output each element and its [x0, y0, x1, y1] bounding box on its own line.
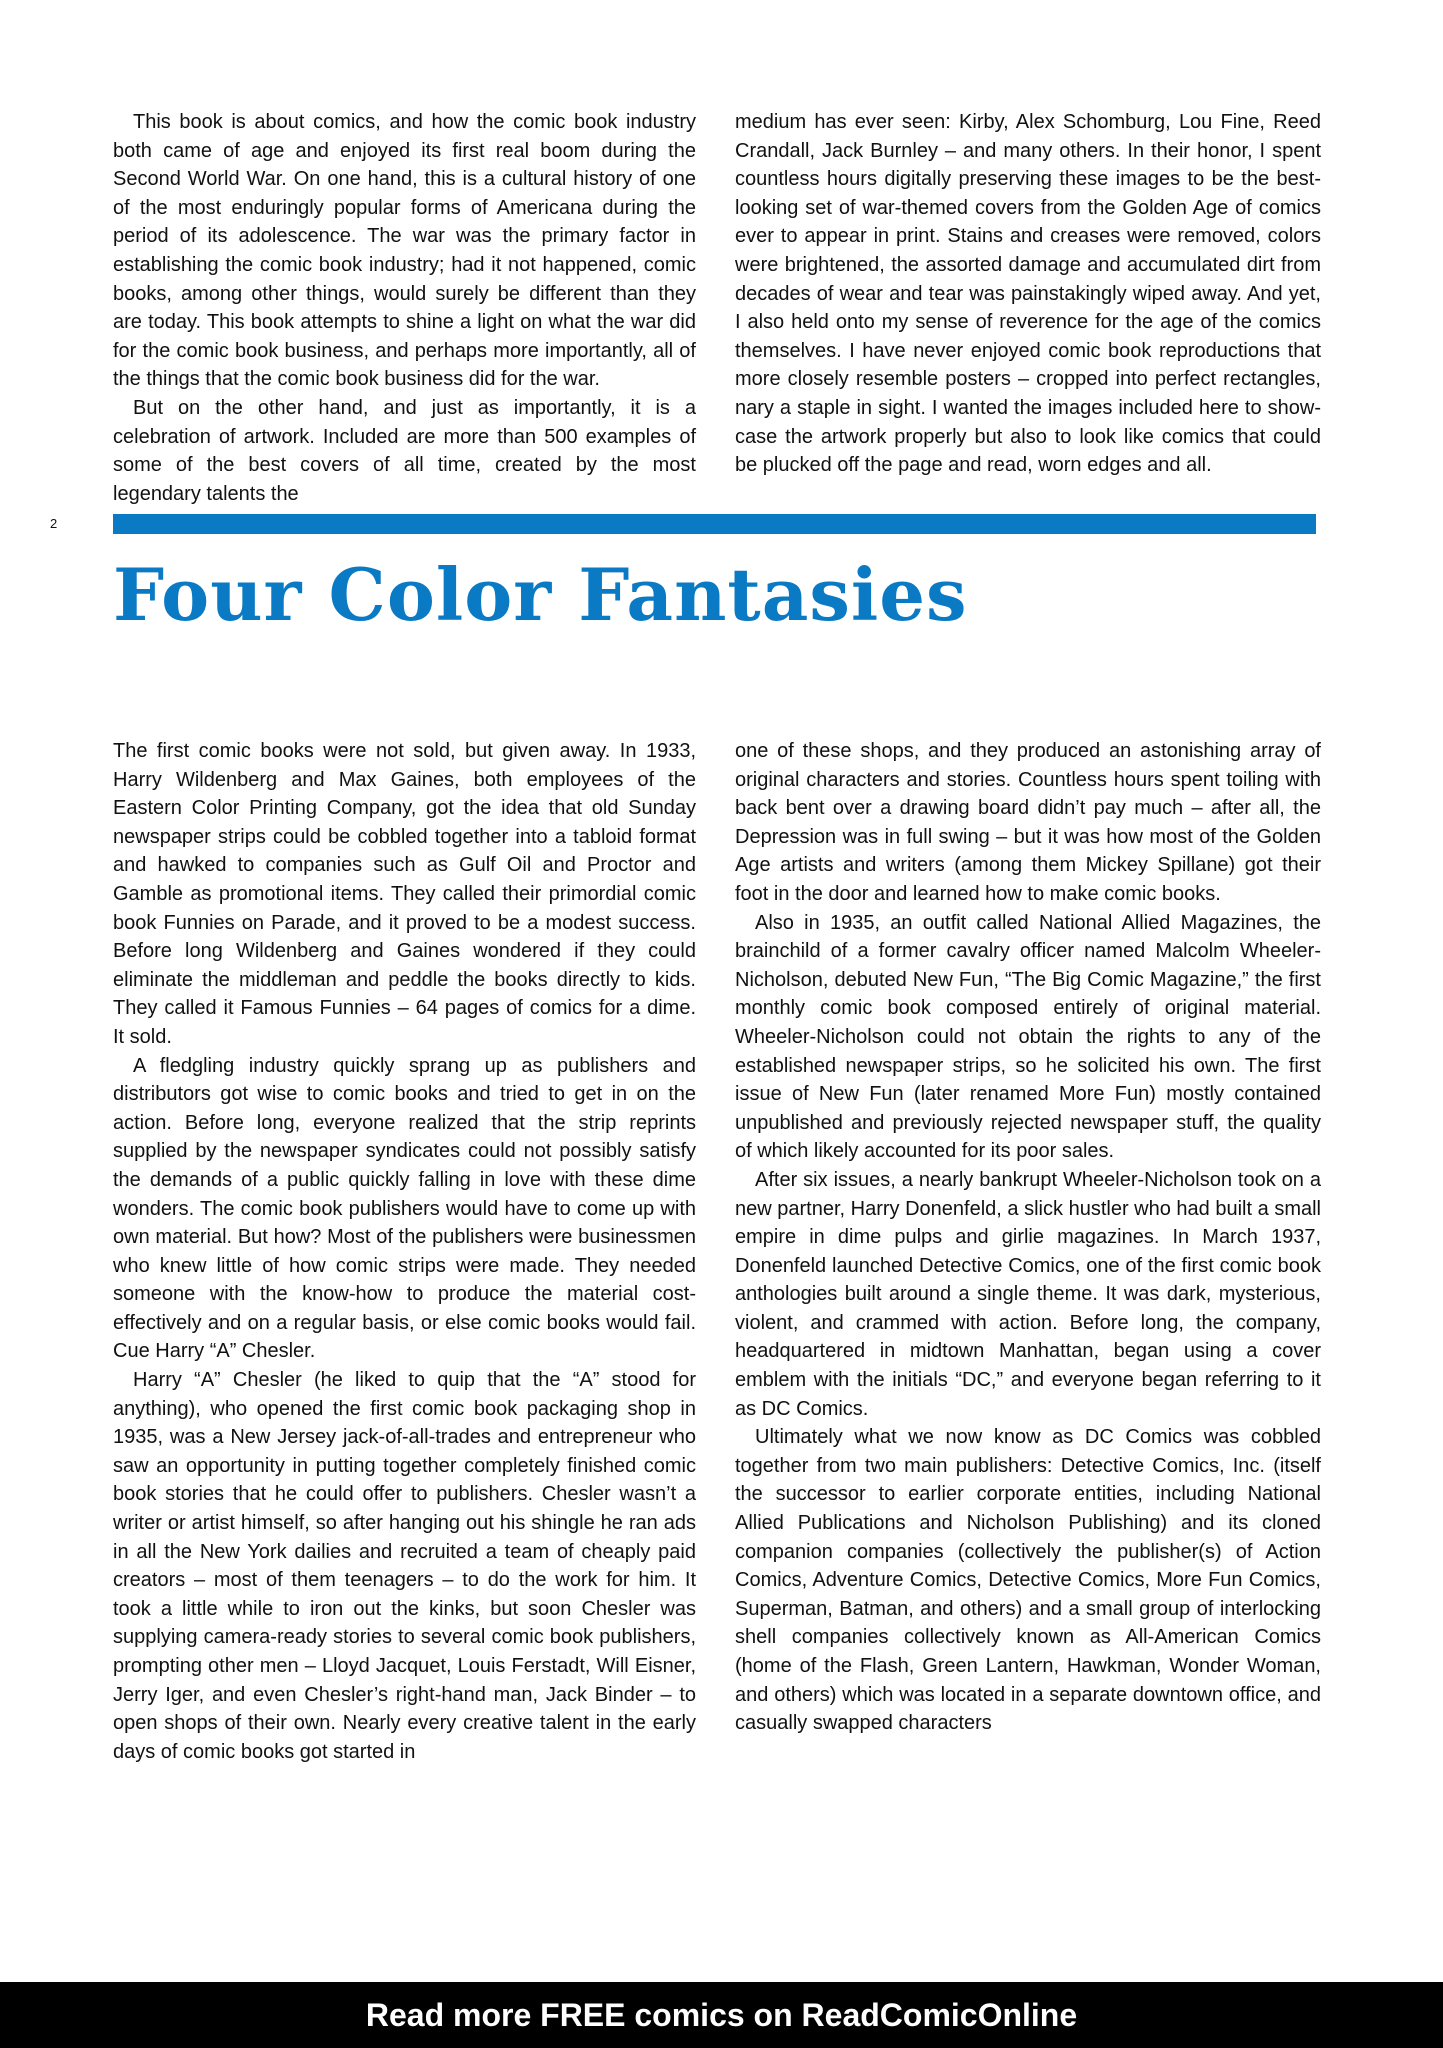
body-paragraph-1: The first comic books were not sold, but given away. In 1933, Harry Wildenberg and Max Gaines, both employees of the Eastern Color Printing Company, got the idea that old Sunday newspaper strips could be cobbled together into a tabloid format and hawked to companies such as Gulf Oil and Proctor and Gamble as promotional items. They called their primordial comic book Funnies on Parade, and it proved to be a modest success. Before long Wildenberg and Gaines wondered if they could eliminate the middleman and peddle the books directly to kids. They called it Famous Funnies – 64 pages of comics for a dime. It sold. [113, 740, 696, 1048]
body-paragraph-7: Ultimately what we now know as DC Comics was cobbled together from two main publishers: Detective Comics, Inc. (itself the successor to earlier corporate entities, including National Allied Publications and Nicholson Publishing) and its cloned companion companies (collectively the publisher(s) of Action Comics, Adventure Comics, Detective Comics, More Fun Comics, Superman, Batman, and others) and a small group of interlocking shell companies collectively known as All-American Comics (home of the Flash, Green Lantern, Hawkman, Wonder Woman, and others) which was located in a separate downtown office, and casually swapped characters [735, 1426, 1321, 1735]
intro-paragraph-1: This book is about comics, and how the comic book industry both came of age and enjoyed its first real boom during the Second World War. On one hand, this is a cultural history of one of the most enduringly popular forms of Americana during the period of its adolescence. The war was the primary factor in establishing the comic book industry; had it not happened, comic books, among other things, would surely be different than they are today. This book attempts to shine a light on what the war did for the comic book business, and perhaps more importantly, all of the things that the comic book business did for the war. [113, 111, 696, 391]
body-paragraph-5: Also in 1935, an outfit called National Allied Magazines, the brainchild of a former cavalry officer named Malcolm Wheeler-Nicholson, debuted New Fun, “The Big Comic Magazine,” the first monthly comic book composed entirely of original material. Wheeler-Nicholson could not obtain the rights to any of the established newspaper strips, so he solicited his own. The first issue of New Fun (later renamed More Fun) mostly contained unpublished and previously rejected newspaper stuff, the quality of which likely accounted for its poor sales. [735, 911, 1321, 1163]
section-title: Four Color Fantasies [113, 552, 968, 637]
intro-paragraph-2: But on the other hand, and just as importantly, it is a celebration of artwork. Included are more than 500 examples of some of the best covers of all time, created by the most legendary talents the [113, 396, 696, 505]
body-right-column [735, 737, 1321, 1738]
intro-paragraph-3: medium has ever seen: Kirby, Alex Schomburg, Lou Fine, Reed Crandall, Jack Burnley – and many others. In their honor, I spent countless hours digitally preserving these images to be the best-looking set of war-themed covers from the Golden Age of comics ever to appear in print. Stains and creases were removed, colors were brightened, the assorted damage and accumulated dirt from decades of wear and tear was painstakingly wiped away. And yet, I also held onto my sense of reverence for the age of the comics themselves. I have never enjoyed comic book reproductions that more closely resemble posters – cropped into perfect rectangles, nary a staple in sight. I wanted the images included here to show-case the artwork properly but also to look like comics that could be plucked off the page and read, worn edges and all. [735, 111, 1321, 477]
body-paragraph-2: A fledgling industry quickly sprang up as publishers and distributors got wise to comic books and tried to get in on the action. Before long, everyone realized that the strip reprints supplied by the newspaper syndicates could not possibly satisfy the demands of a public quickly falling in love with these dime wonders. The comic book publishers would have to come up with own material. But how? Most of the publishers were businessmen who knew little of how comic strips were made. They needed someone with the know-how to produce the material cost-effectively and on a regular basis, or else comic books would fail. Cue Harry “A” Chesler. [113, 1054, 696, 1363]
intro-right-column [735, 108, 1321, 480]
body-paragraph-4: one of these shops, and they produced an astonishing array of original characters and stories. Countless hours spent toiling with back bent over a drawing board didn’t pay much – after all, the Depression was in full swing – but it was how most of the Golden Age artists and writers (among them Mickey Spillane) got their foot in the door and learned how to make comic books. [735, 740, 1321, 905]
page-number: 2 [50, 516, 58, 531]
section-divider-bar [113, 514, 1316, 534]
footer-text: Read more FREE comics on ReadComicOnline [365, 1996, 1078, 2033]
body-paragraph-6: After six issues, a nearly bankrupt Wheeler-Nicholson took on a new partner, Harry Donenfeld, a slick hustler who had built a small empire in dime pulps and girlie magazines. In March 1937, Donenfeld launched Detective Comics, one of the first comic book anthologies built around a single theme. It was dark, mysterious, violent, and crammed with action. Before long, the company, headquartered in midtown Manhattan, began using a cover emblem with the initials “DC,” and everyone began referring to it as DC Comics. [735, 1168, 1321, 1420]
body-paragraph-3: Harry “A” Chesler (he liked to quip that the “A” stood for anything), who opened the first comic book packaging shop in 1935, was a New Jersey jack-of-all-trades and entrepreneur who saw an opportunity in putting together completely finished comic book stories that he could offer to publishers. Chesler wasn’t a writer or artist himself, so after hanging out his shingle he ran ads in all the New York dailies and recruited a team of cheaply paid creators – most of them teenagers – to do the work for him. It took a little while to iron out the kinks, but soon Chesler was supplying camera-ready stories to several comic book publishers, prompting other men – Lloyd Jacquet, Louis Ferstadt, Will Eisner, Jerry Iger, and even Chesler’s right-hand man, Jack Binder – to open shops of their own. Nearly every creative talent in the early days of comic books got started in [113, 1369, 696, 1763]
body-left-column [113, 737, 696, 1766]
intro-left-column [113, 108, 696, 508]
promo-footer-banner[interactable] [0, 1982, 1443, 2048]
